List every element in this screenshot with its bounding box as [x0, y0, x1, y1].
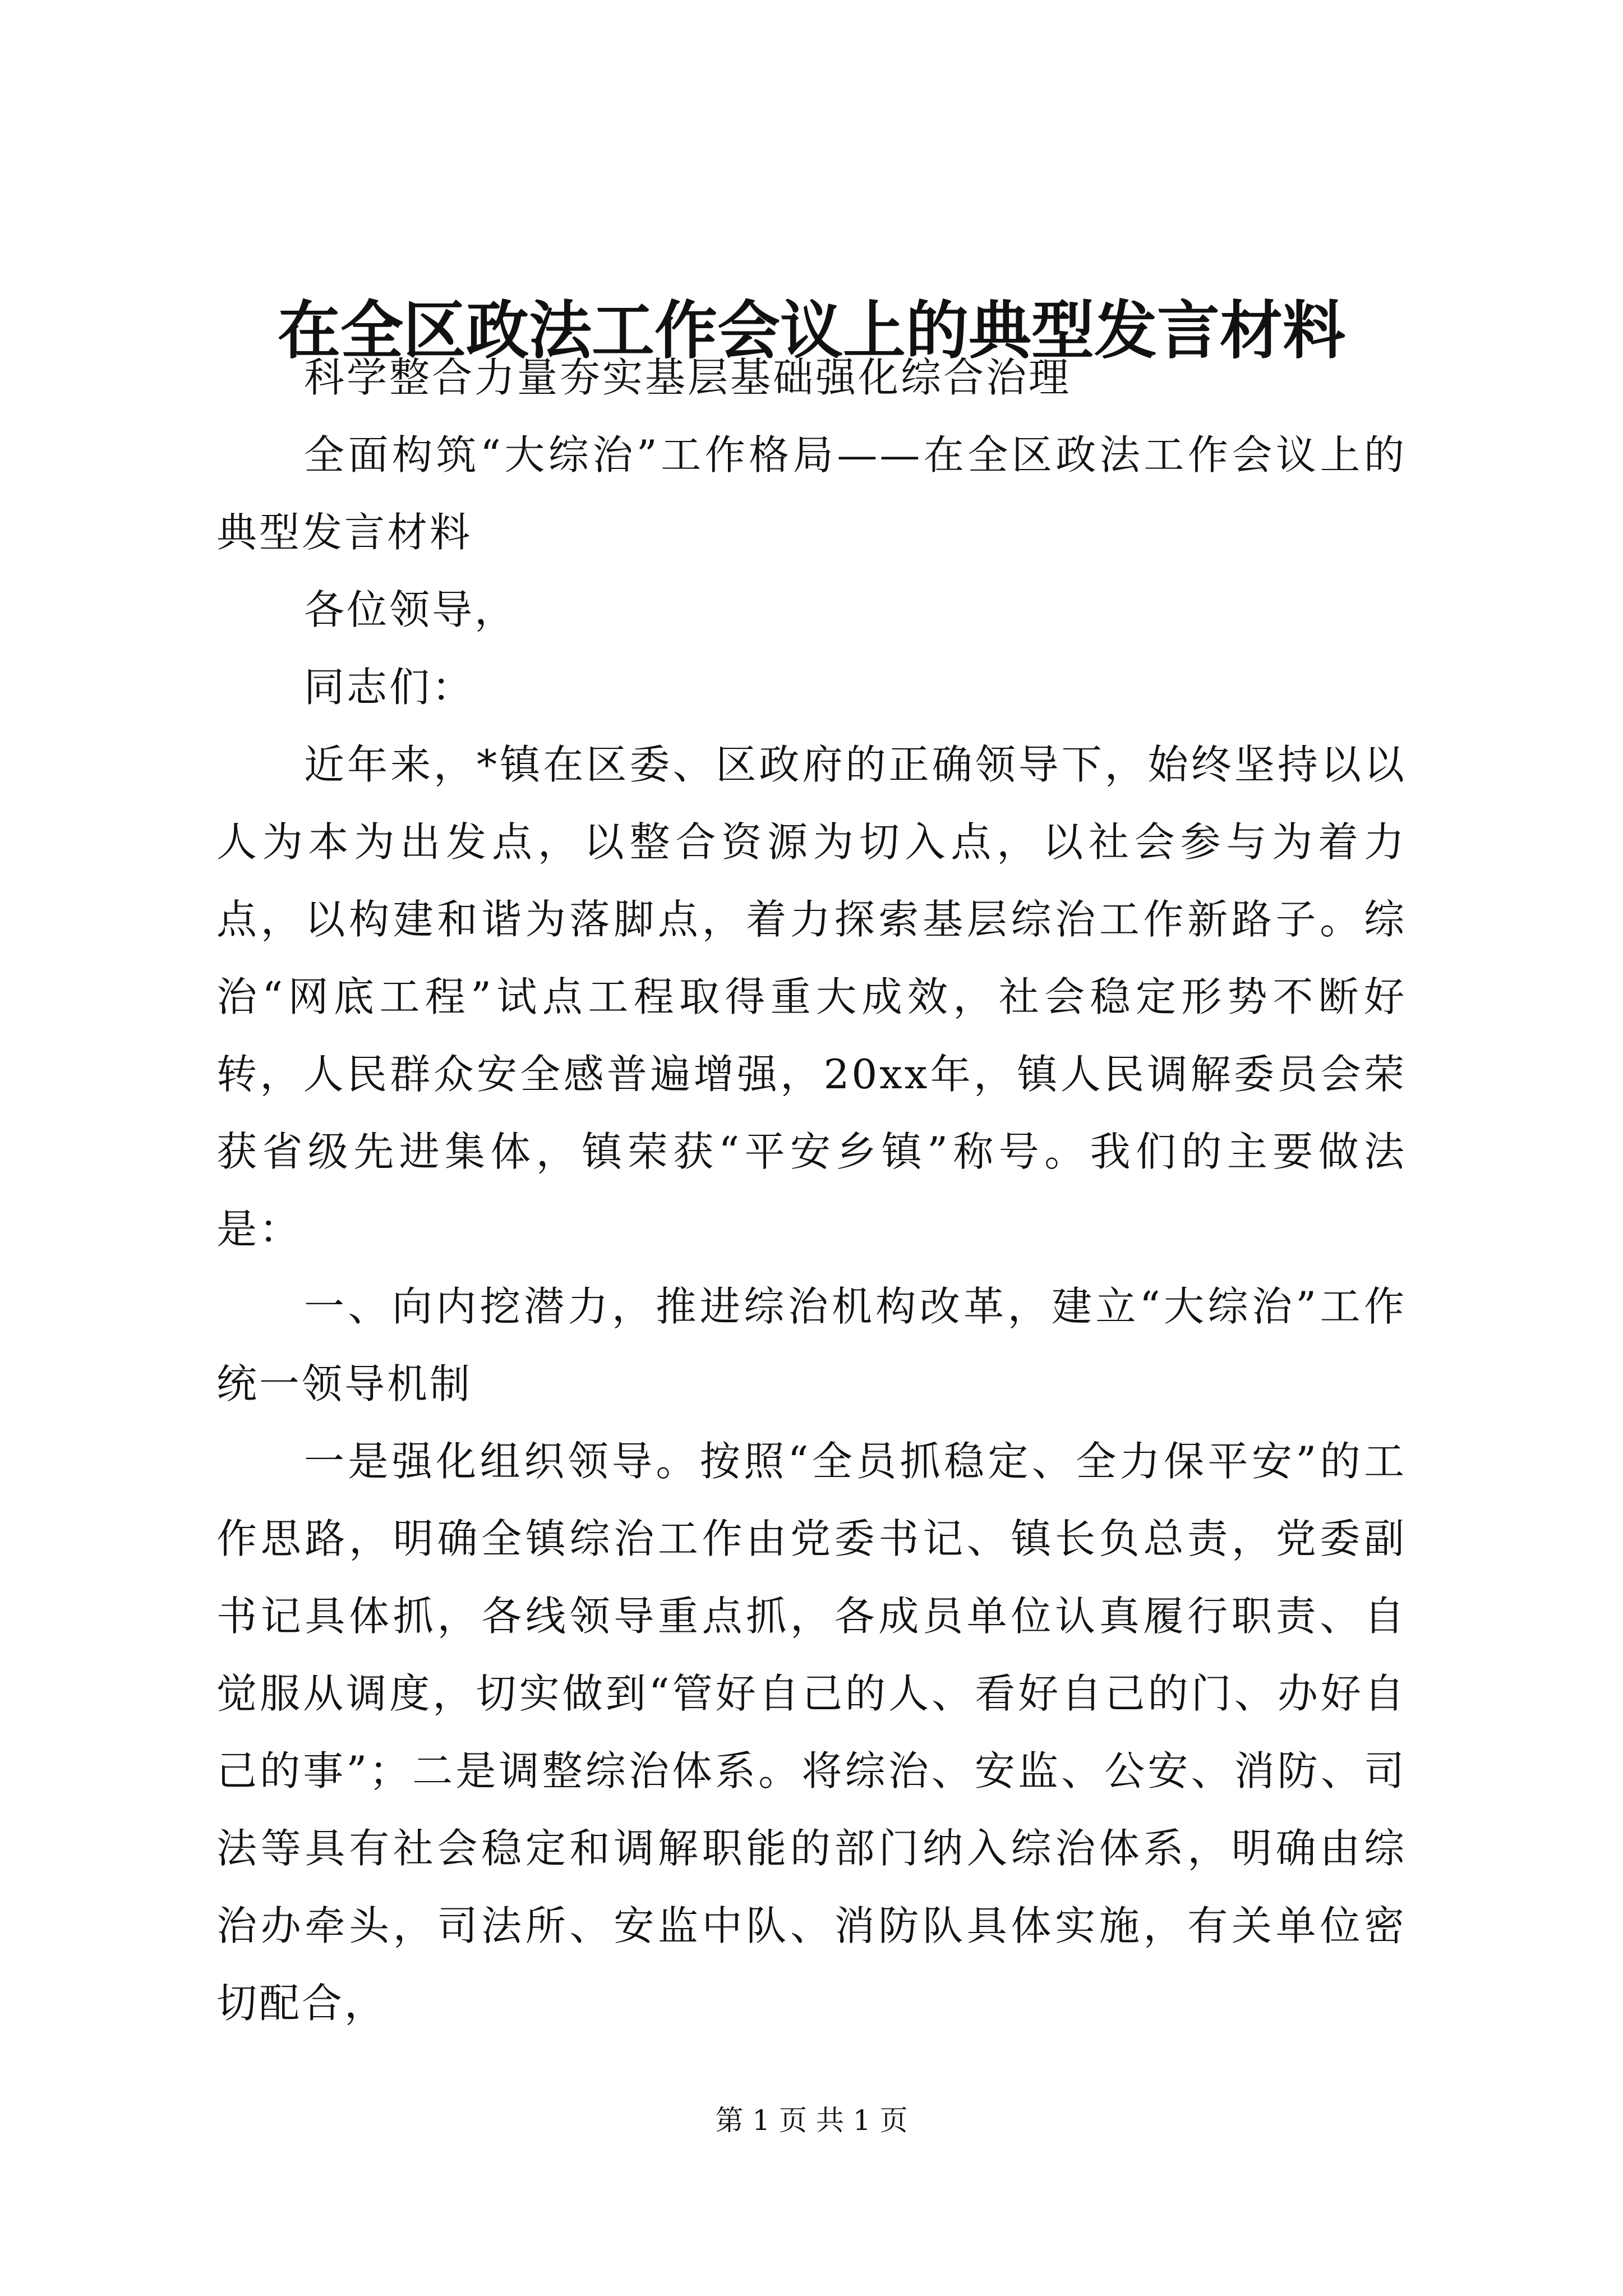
salutation: 同志们： — [304, 664, 475, 711]
subtitle-line: 科学整合力量夯实基层基础强化综合治理 — [304, 354, 1072, 401]
page-footer — [0, 2101, 1623, 2140]
salutation: 各位领导， — [304, 586, 518, 633]
body-paragraph: 近年来，*镇在区委、区政府的正确领导下，始终坚持以以人为本为出发点，以整合资源为切入点，以社会参与为着力点，以构建和谐为落脚点，着力探索基层综治工作新路子。综治“网底工程”试点工程取得重大成效，社会稳定形势不断好转，人民群众安全感普遍增强，20xx年，镇人民调解委员会荣获省级先进集体，镇荣获“平安乡镇”称号。我们的主要做法是： — [216, 741, 1407, 1253]
body-paragraph: 一是强化组织领导。按照“全员抓稳定、全力保平安”的工作思路，明确全镇综治工作由党委书记、镇长负总责，党委副书记具体抓，各线领导重点抓，各成员单位认真履行职责、自觉服从调度，切实做到“管好自己的人、看好自己的门、办好自己的事”；二是调整综治体系。将综治、安监、公安、消防、司法等具有社会稳定和调解职能的部门纳入综治体系，明确由综治办牵头，司法所、安监中队、消防队具体实施，有关单位密切配合， — [216, 1438, 1407, 2027]
document-body — [216, 339, 1407, 2042]
document-title: 在全区政法工作会议上的典型发言材料 — [278, 294, 1345, 367]
page-number: 第 1 页 共 1 页 — [715, 2104, 908, 2137]
section-heading: 一、向内挖潜力，推进综治机构改革，建立“大综治”工作统一领导机制 — [216, 1283, 1407, 1407]
subtitle-line: 全面构筑“大综治”工作格局——在全区政法工作会议上的典型发言材料 — [216, 431, 1407, 556]
